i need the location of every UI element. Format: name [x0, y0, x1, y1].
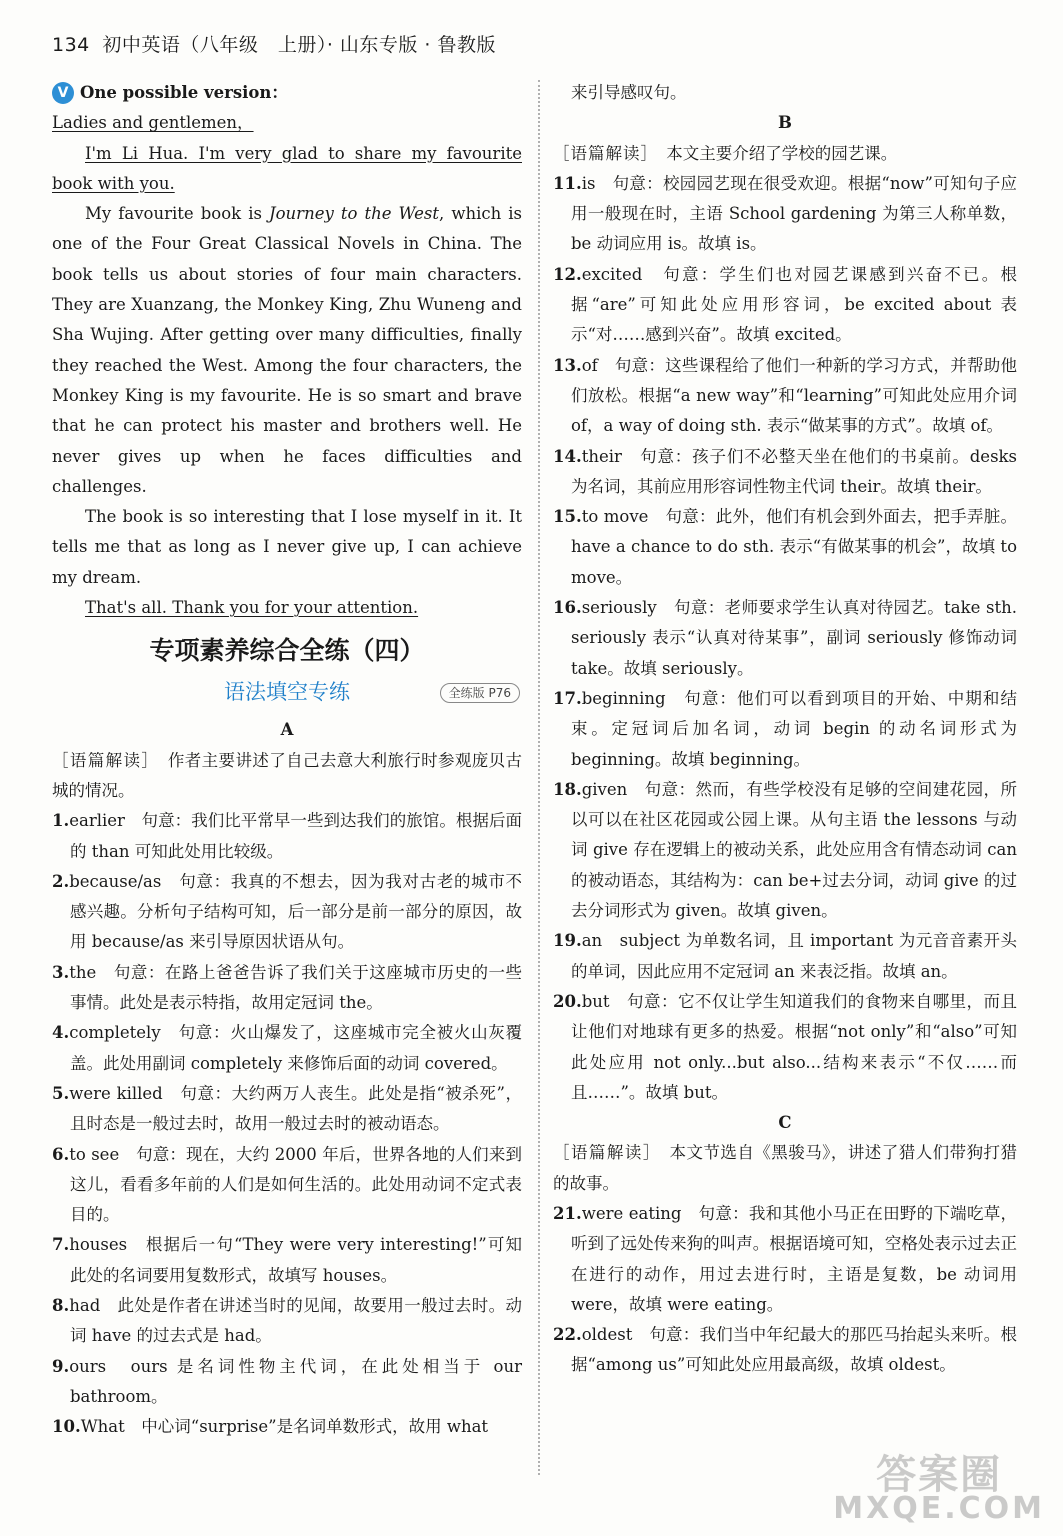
passage-c-intro: ［语篇解读］ 本文节选自《黑骏马》，讲述了猎人们带狗打猎的故事。: [553, 1143, 1018, 1193]
answer-explanation: 句意：它不仅让学生知道我们的食物来自哪里，而且让他们对地球有更多的热爱。根据“not only”和“also”可知此处应用 not only...but also...结构来表示“不仅……而且……”。故填 but。: [571, 991, 1018, 1102]
answer-item: [553, 1320, 1017, 1381]
answer-item: [553, 926, 1017, 987]
answer-explanation: 句意：我和其他小马正在田野的下端吃草，听到了远处传来狗的叫声。根据语境可知，空格处表示过去正在进行的动作，用过去进行时，主语是复数，be 动词用 were，故填 were eating。: [571, 1203, 1018, 1314]
answer-number: 9.: [52, 1356, 70, 1376]
answer-item: [553, 169, 1017, 260]
answer-explanation: 句意：这些课程给了他们一种新的学习方式，并帮助他们放松。根据“a new way”和“learning”可知此处应用介词 of，a way of doing sth. 表示“做某事的方式”。故填 of。: [571, 355, 1018, 436]
answer-explanation: subject 为单数名词，且 important 为元音音素开头的单词，因此应用不定冠词 an 来表泛指。故填 an。: [571, 931, 1017, 981]
answer-explanation: 句意：此外，他们有机会到外面去，把手弄脏。have a chance to do sth. 表示“有做某事的机会”，故填 to move。: [571, 507, 1018, 587]
answer-number: 11.: [553, 173, 582, 193]
column-divider: [538, 80, 540, 1475]
answer-word: the: [69, 962, 97, 982]
answer-word: earlier: [69, 811, 125, 831]
answer-number: 19.: [553, 931, 582, 951]
answer-item: [553, 260, 1017, 351]
answer-item: [52, 806, 522, 867]
answer-word: but: [581, 991, 610, 1011]
essay-paragraph-2: My favourite book is Journey to the West, which is one of the Four Great Classical Novels in China. The book tells us about stories of four main characters. They are Xuanzang, the Monkey King, Zhu Wuneng and Sha Wujing. After getting over many difficulties, finally they reached the West. Among the four characters, the Monkey King is my favourite. He is so smart and brave that he can protect his master and brothers well. He never gives up when he faces difficulties and challenges.: [52, 204, 523, 496]
answer-item: [52, 1018, 522, 1079]
answer-explanation: 句意：现在，大约 2000 年后，世界各地的人们来到这儿，看看多年前的人们是如何生活的。此处用动词不定式表目的。: [70, 1144, 523, 1225]
answer-number: 10.: [52, 1417, 81, 1437]
site-watermark: [833, 1452, 1045, 1526]
answer-item: [553, 442, 1017, 503]
answer-explanation: 句意：学生们也对园艺课感到兴奋不已。根据“are”可知此处应用形容词，be excited about 表示“对……感到兴奋”。故填 excited。: [571, 264, 1018, 345]
passage-b-answers: [553, 169, 1017, 1108]
essay-label: One possible version：: [80, 83, 288, 102]
watermark-url: MXQE.COM: [833, 1491, 1045, 1526]
answer-explanation: 句意：孩子们不必整天坐在他们的书桌前。desks 为名词，其前应用形容词性物主代词 their。故填 their。: [571, 446, 1017, 496]
answer-word: of: [581, 355, 598, 375]
answer-item: [553, 351, 1017, 442]
continuation-text: 来引导感叹句。: [571, 83, 687, 102]
answer-word: excited: [581, 264, 643, 284]
answer-number: 5.: [52, 1083, 70, 1103]
reference-tag: 全练版 P76: [440, 683, 520, 703]
answer-explanation: 句意：校园园艺现在很受欢迎。根据“now”可知句子应用一般现在时，主语 School gardening 为第三人称单数，be 动词应用 is。故填 is。: [571, 173, 1017, 254]
answer-number: 14.: [553, 446, 582, 466]
answer-word: an: [581, 931, 603, 951]
answer-number: 8.: [52, 1295, 70, 1315]
answer-explanation: 句意：我们比平常早一些到达我们的旅馆。根据后面的 than 可知此处用比较级。: [70, 811, 523, 861]
answer-word: given: [581, 779, 628, 799]
answer-item: [52, 1079, 522, 1140]
page-number: 134: [52, 34, 90, 56]
answer-word: seriously: [581, 598, 657, 618]
book-title: 初中英语（八年级 上册）· 山东专版 · 鲁教版: [102, 34, 497, 56]
answer-item: [553, 987, 1017, 1108]
passage-b-letter: B: [778, 113, 792, 133]
answer-number: 13.: [553, 355, 582, 375]
answer-number: 3.: [52, 962, 70, 982]
passage-a-answers: [52, 806, 522, 1442]
answer-item: [553, 502, 1017, 593]
answer-explanation: 句意：火山爆发了，这座城市完全被火山灰覆盖。此处用副词 completely 来修饰后面的动词 covered。: [70, 1023, 523, 1073]
answer-item: [52, 1140, 522, 1231]
answer-word: to see: [69, 1144, 120, 1164]
essay-label-line: [52, 78, 522, 108]
answer-word: their: [581, 446, 622, 466]
passage-b-intro: ［语篇解读］ 本文主要介绍了学校的园艺课。: [553, 143, 898, 163]
right-column: [553, 78, 1017, 1381]
answer-word: is: [581, 173, 596, 193]
answer-explanation: 此处是作者在讲述当时的见闻，故要用一般过去时。动词 have 的过去式是 had。: [70, 1295, 523, 1346]
essay-paragraph-1: I'm Li Hua. I'm very glad to share my favourite book with you.: [52, 143, 522, 193]
passage-a-letter: A: [280, 720, 294, 740]
answer-word: had: [69, 1295, 101, 1315]
answer-number: 15.: [553, 507, 582, 527]
answer-item: [553, 775, 1017, 926]
answer-explanation: 根据后一句“They were very interesting!”可知此处的名词要用复数形式，故填写 houses。: [70, 1235, 522, 1285]
section-subhead: [52, 675, 522, 715]
answer-explanation: 句意：他们可以看到项目的开始、中期和结束。定冠词后加名词，动词 begin 的动名词形式为 beginning。故填 beginning。: [571, 688, 1018, 769]
answer-explanation: 句意：在路上爸爸告诉了我们关于这座城市历史的一些事情。此处是表示特指，故用定冠词 the。: [70, 962, 523, 1013]
answer-item: [52, 1230, 522, 1291]
watermark-logo-text: 答案圈: [876, 1452, 1003, 1498]
answer-word: What: [80, 1417, 125, 1437]
answer-word: were eating: [581, 1203, 682, 1223]
answer-word: completely: [69, 1023, 161, 1043]
passage-c-letter: C: [778, 1113, 792, 1133]
answer-number: 1.: [52, 811, 70, 831]
essay-paragraph-3: The book is so interesting that I lose myself in it. It tells me that as long as I never give up, I can achieve my dream.: [52, 507, 522, 587]
answer-word: because/as: [69, 871, 162, 891]
answer-item: [553, 593, 1017, 684]
version-badge: V: [52, 82, 74, 104]
page-header: [52, 30, 496, 57]
answer-word: beginning: [581, 688, 666, 708]
section-subtitle: 语法填空专练: [224, 680, 350, 705]
answer-word: were killed: [69, 1083, 163, 1103]
answer-item: [52, 1291, 522, 1352]
answer-item: [553, 1199, 1017, 1320]
answer-item: [52, 867, 522, 958]
answer-explanation: 中心词“surprise”是名词单数形式，故用 what: [141, 1417, 489, 1437]
answer-explanation: 句意：我真的不想去，因为我对古老的城市不感兴趣。分析句子结构可知，后一部分是前一部分的原因，故用 because/as 来引导原因状语从句。: [70, 871, 523, 952]
answer-explanation: 句意：然而，有些学校没有足够的空间建花园，所以可以在社区花园或公园上课。从句主语 the lessons 与动词 give 存在逻辑上的被动关系，此处应用含有情态动词 can 的被动语态，其结构为：can be+过去分词，动词 give 的过去分词形式为 given。故填 given。: [571, 779, 1018, 921]
answer-number: 22.: [553, 1325, 582, 1345]
answer-item: [553, 684, 1017, 775]
passage-a-intro: ［语篇解读］ 作者主要讲述了自己去意大利旅行时参观庞贝古城的情况。: [52, 750, 523, 800]
answer-word: houses: [69, 1235, 128, 1255]
answer-explanation: 句意：我们当中年纪最大的那匹马抬起头来听。根据“among us”可知此处应用最高级，故填 oldest。: [571, 1325, 1018, 1375]
answer-number: 21.: [553, 1203, 582, 1223]
essay-closing: That's all. Thank you for your attention.: [85, 598, 419, 618]
left-column: [52, 78, 522, 1442]
answer-explanation: 句意：老师要求学生认真对待园艺。take sth. seriously 表示“认真对待某事”，副词 seriously 修饰动词 take。故填 seriously。: [571, 598, 1018, 678]
answer-number: 17.: [553, 688, 582, 708]
answer-number: 18.: [553, 779, 582, 799]
book-title-italic: Journey to the West: [269, 204, 440, 224]
answer-word: to move: [581, 507, 649, 527]
answer-word: ours: [69, 1356, 107, 1376]
answer-number: 16.: [553, 598, 582, 618]
answer-number: 2.: [52, 871, 70, 891]
answer-item: [52, 958, 522, 1019]
answer-item: [52, 1352, 522, 1413]
answer-number: 7.: [52, 1235, 70, 1255]
passage-c-answers: [553, 1199, 1017, 1381]
answer-number: 4.: [52, 1023, 70, 1043]
essay-greeting: Ladies and gentlemen，: [52, 113, 254, 133]
answer-word: oldest: [581, 1325, 633, 1345]
answer-number: 12.: [553, 264, 582, 284]
answer-explanation: 句意：大约两万人丧生。此处是指“被杀死”，且时态是一般过去时，故用一般过去时的被动语态。: [70, 1083, 522, 1134]
answer-number: 6.: [52, 1144, 70, 1164]
answer-item: [52, 1412, 522, 1442]
answer-explanation: ours 是名词性物主代词，在此处相当于 our bathroom。: [70, 1356, 522, 1406]
answer-number: 20.: [553, 991, 582, 1011]
section-title: 专项素养综合全练（四）: [149, 636, 425, 666]
